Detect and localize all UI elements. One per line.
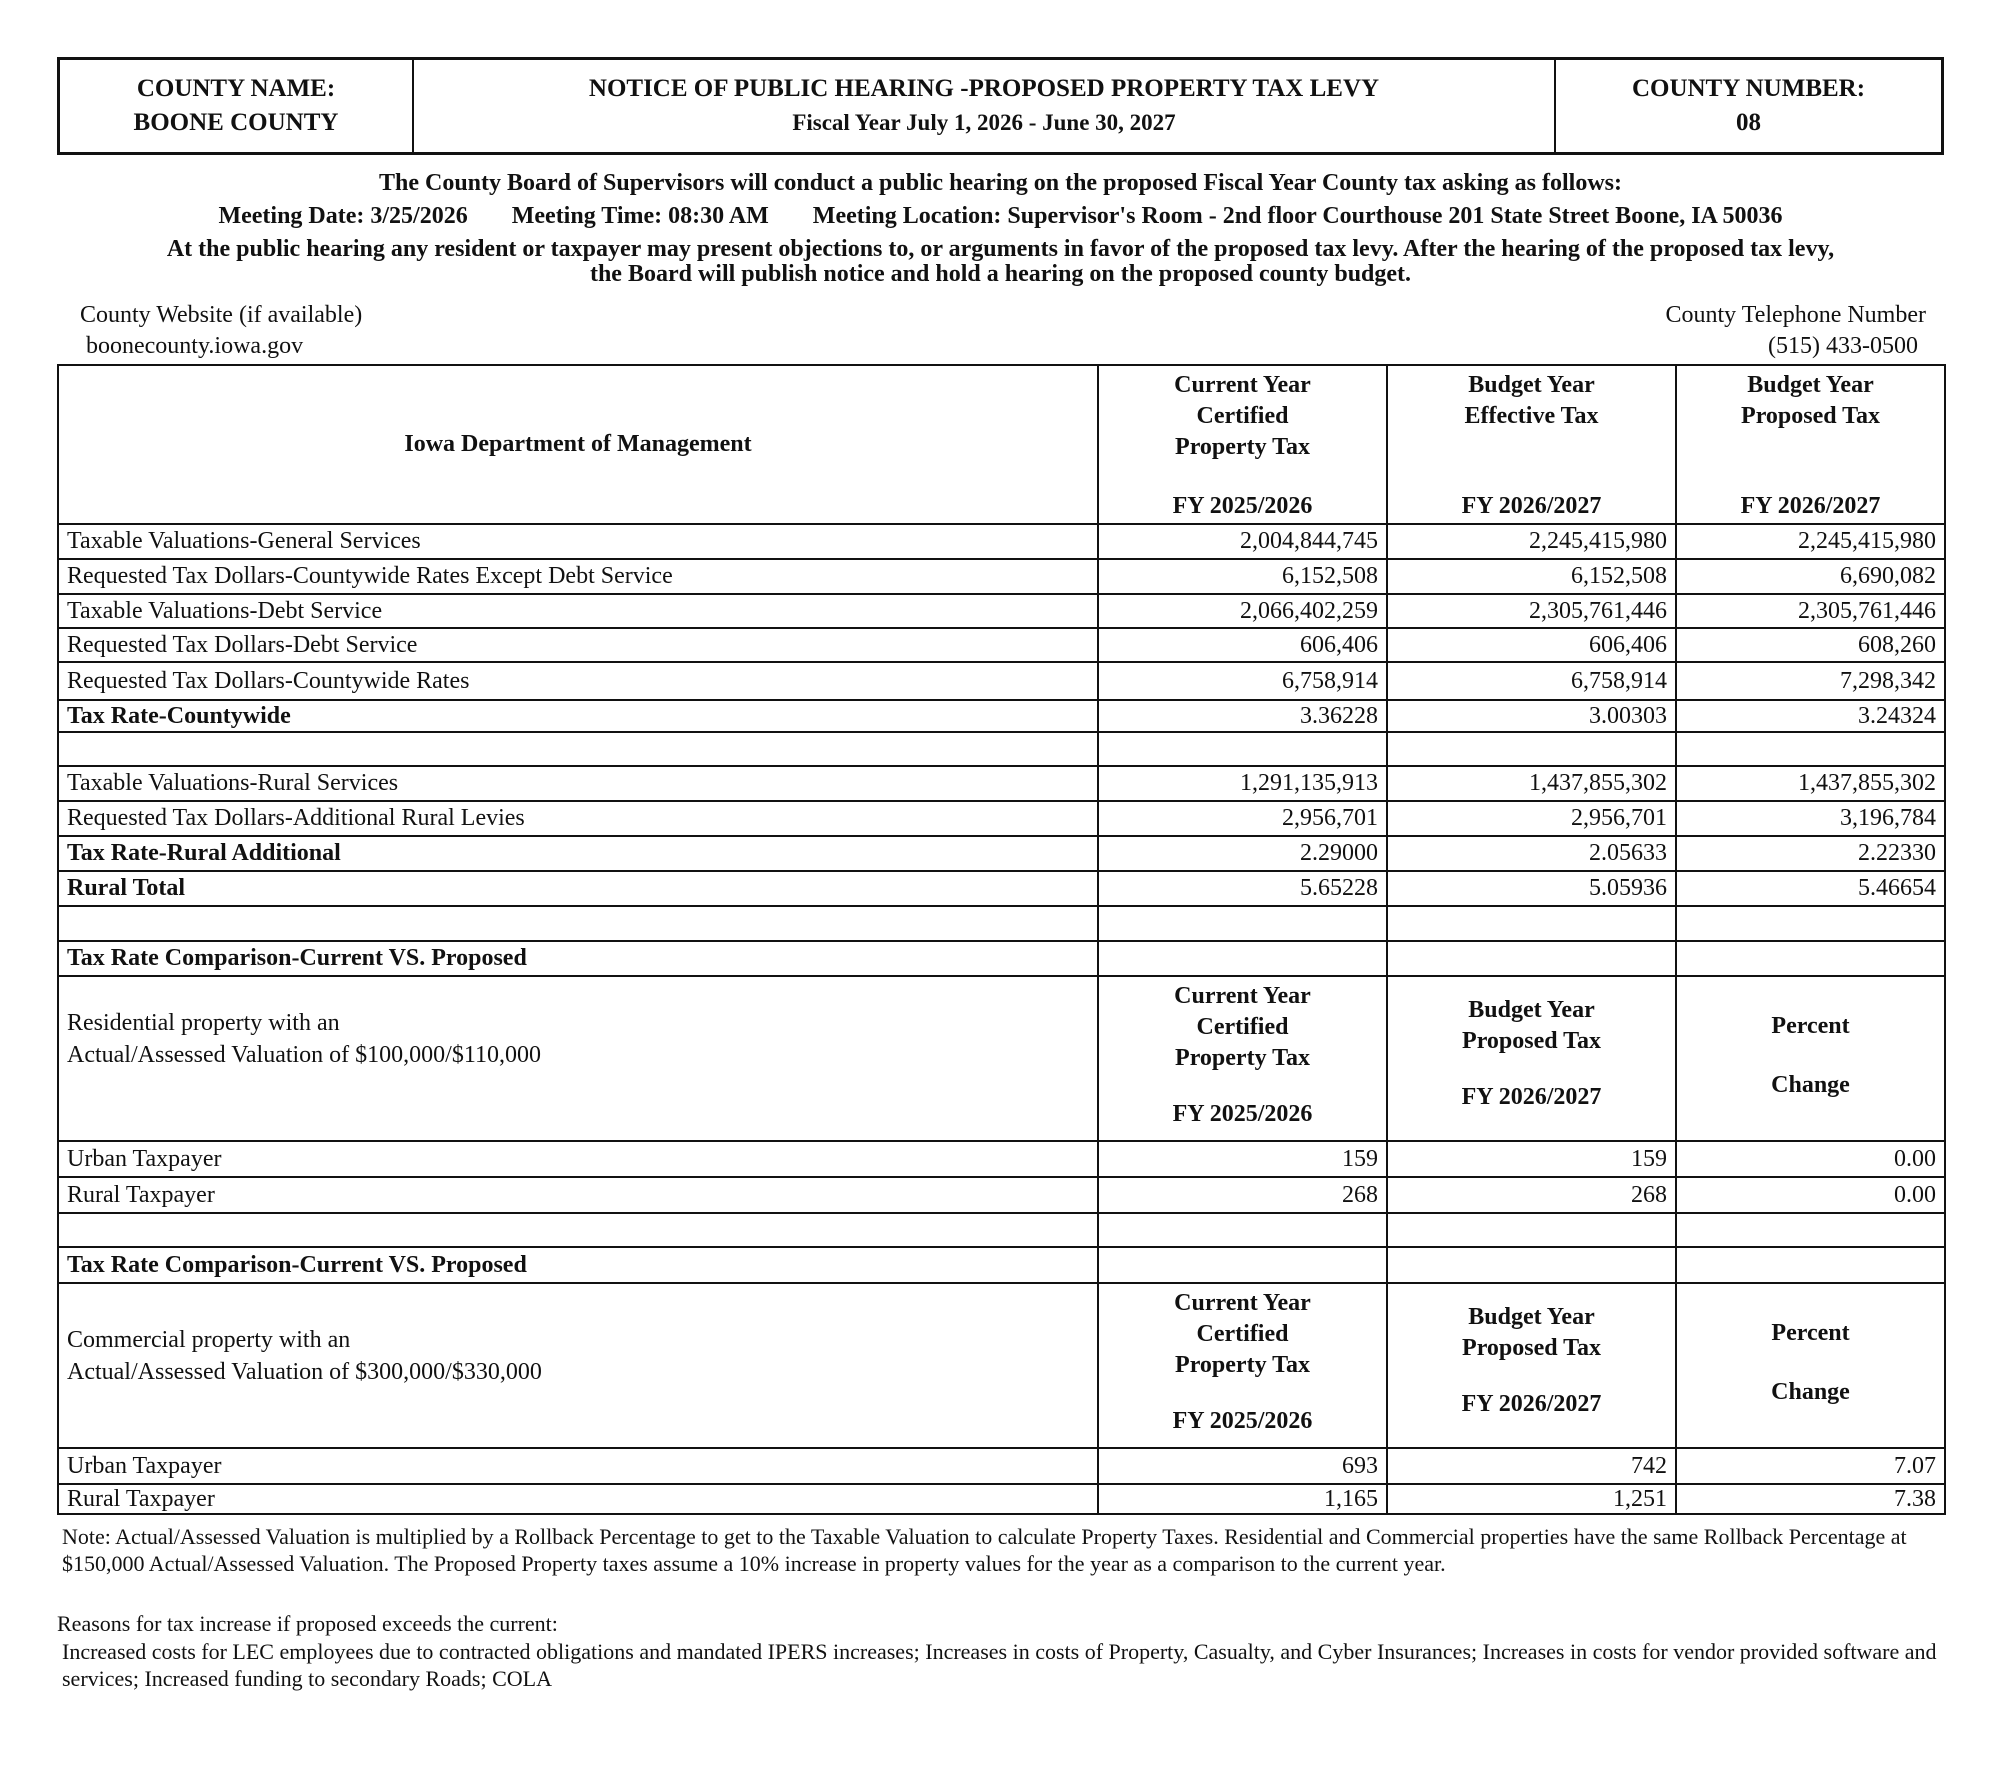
col-header-current — [1098, 1283, 1387, 1448]
col-header-effective — [1387, 365, 1676, 524]
col-header-line: Change — [1771, 1379, 1850, 1405]
table-row — [58, 559, 1945, 594]
table-row — [58, 628, 1945, 662]
col-header-line: Certified — [1196, 1014, 1289, 1040]
fiscal-year: Fiscal Year July 1, 2026 - June 30, 2027 — [792, 110, 1176, 135]
col-header-line: Change — [1771, 1072, 1850, 1098]
cell-effective: 2,305,761,446 — [1387, 594, 1676, 628]
cell-proposed: 1,437,855,302 — [1676, 766, 1945, 801]
cell-effective: 5.05936 — [1387, 871, 1676, 906]
cell-proposed: 608,260 — [1676, 628, 1945, 662]
row-label: Requested Tax Dollars-Countywide Rates — [58, 662, 1098, 700]
col-header-line: Certified — [1196, 1321, 1289, 1347]
county-name: BOONE COUNTY — [133, 109, 339, 136]
cell-proposed: 268 — [1387, 1177, 1676, 1213]
cell-current: 2.29000 — [1098, 836, 1387, 871]
county-number: 08 — [1736, 109, 1761, 136]
spacer-row — [58, 906, 1945, 941]
col-header-line: Property Tax — [1175, 1045, 1310, 1071]
reasons-label: Reasons for tax increase if proposed exceeds the current: — [57, 1611, 558, 1636]
empty-cell — [1676, 732, 1945, 766]
spacer-row — [58, 1213, 1945, 1247]
col-header-fy: FY 2026/2027 — [1461, 1084, 1602, 1110]
row-label: Requested Tax Dollars-Debt Service — [58, 628, 1098, 662]
reasons-text: Increased costs for LEC employees due to contracted obligations and mandated IPERS increases; Increases in costs of Property, Casualty, and Cyber Insurances; Increases in costs for vendor provided software and services; Increased funding to secondary Roads; COLA — [62, 1639, 1937, 1691]
desc-line: Actual/Assessed Valuation of $100,000/$110,000 — [67, 1041, 541, 1068]
col-header-current — [1098, 365, 1387, 524]
cell-effective: 1,437,855,302 — [1387, 766, 1676, 801]
col-header-line: Percent — [1771, 1013, 1850, 1039]
cell-effective: 2,956,701 — [1387, 801, 1676, 836]
section-title: Tax Rate Comparison-Current VS. Proposed — [58, 1247, 1098, 1283]
col-header-line: Proposed Tax — [1462, 1028, 1601, 1054]
website-link[interactable]: boonecounty.iowa.gov — [86, 333, 304, 359]
levy-header-row — [58, 365, 1945, 524]
table-row — [58, 1177, 1945, 1213]
table-row — [58, 1141, 1945, 1177]
cell-proposed: 3.24324 — [1676, 700, 1945, 732]
row-label: Tax Rate-Countywide — [58, 700, 1098, 732]
cell-proposed: 159 — [1387, 1141, 1676, 1177]
empty-cell — [1676, 906, 1945, 941]
row-label: Requested Tax Dollars-Additional Rural Levies — [58, 801, 1098, 836]
cell-proposed: 2,305,761,446 — [1676, 594, 1945, 628]
col-header-line: Current Year — [1174, 372, 1311, 398]
cell-current: 2,066,402,259 — [1098, 594, 1387, 628]
meeting-location: Meeting Location: Supervisor's Room - 2nd floor Courthouse 201 State Street Boone, IA 50036 — [812, 203, 1783, 229]
col-header-line: Budget Year — [1468, 997, 1595, 1023]
intro-line-1: The County Board of Supervisors will conduct a public hearing on the proposed Fiscal Year County tax asking as follows: — [378, 170, 1623, 196]
col-header-line: Property Tax — [1175, 434, 1310, 460]
table-row — [58, 1484, 1945, 1514]
intro-line-4: the Board will publish notice and hold a hearing on the proposed county budget. — [589, 261, 1412, 287]
row-label: Rural Taxpayer — [58, 1484, 1098, 1514]
table-row — [58, 836, 1945, 871]
table-row — [58, 766, 1945, 801]
row-label: Taxable Valuations-Debt Service — [58, 594, 1098, 628]
empty-cell — [1387, 1247, 1676, 1283]
residential-header-row — [58, 976, 1945, 1141]
col-header-fy: FY 2025/2026 — [1172, 1101, 1313, 1127]
col-header-current — [1098, 976, 1387, 1141]
meeting-time: Meeting Time: 08:30 AM — [511, 203, 769, 229]
notice-header — [57, 57, 1944, 155]
website-label: County Website (if available) — [80, 302, 363, 328]
desc-line: Commercial property with an — [67, 1326, 351, 1353]
empty-cell — [58, 732, 1098, 766]
col-header-percent-change — [1676, 1283, 1945, 1448]
empty-cell — [1676, 1247, 1945, 1283]
empty-cell — [1098, 906, 1387, 941]
cell-current: 1,165 — [1098, 1484, 1387, 1514]
cell-effective: 606,406 — [1387, 628, 1676, 662]
col-header-fy: FY 2026/2027 — [1461, 493, 1602, 519]
empty-cell — [58, 1213, 1098, 1247]
cell-proposed: 1,251 — [1387, 1484, 1676, 1514]
col-header-line: Current Year — [1174, 983, 1311, 1009]
cell-current: 6,758,914 — [1098, 662, 1387, 700]
col-header-line: Certified — [1196, 403, 1289, 429]
cell-proposed: 5.46654 — [1676, 871, 1945, 906]
table-row — [58, 1448, 1945, 1484]
desc-line: Actual/Assessed Valuation of $300,000/$330,000 — [67, 1358, 542, 1385]
cell-current: 2,004,844,745 — [1098, 524, 1387, 559]
row-label: Urban Taxpayer — [58, 1448, 1098, 1484]
meeting-date: Meeting Date: 3/25/2026 — [218, 203, 468, 229]
county-name-cell — [60, 60, 414, 152]
row-label: Tax Rate-Rural Additional — [58, 836, 1098, 871]
cell-current: 606,406 — [1098, 628, 1387, 662]
cell-current: 268 — [1098, 1177, 1387, 1213]
spacer-row — [58, 732, 1945, 766]
col-header-percent-change — [1676, 976, 1945, 1141]
cell-proposed: 2,245,415,980 — [1676, 524, 1945, 559]
phone-label: County Telephone Number — [1665, 302, 1926, 328]
residential-section-title-row — [58, 941, 1945, 976]
notice-title: NOTICE OF PUBLIC HEARING -PROPOSED PROPERTY TAX LEVY — [588, 75, 1380, 102]
cell-effective: 2,245,415,980 — [1387, 524, 1676, 559]
col-header-line: Effective Tax — [1464, 403, 1599, 429]
col-header-line: Percent — [1771, 1320, 1850, 1346]
col-header-proposed — [1676, 365, 1945, 524]
rollback-note: Note: Actual/Assessed Valuation is multiplied by a Rollback Percentage to get to the Taxable Valuation to calculate Property Taxes. Residential and Commercial properties have the same Rollback Percentage at $150,000 Actual/Assessed Valuation. The Proposed Property taxes assume a 10% increase in property values for the year as a comparison to the current year. — [62, 1524, 1907, 1576]
col-header-fy: FY 2025/2026 — [1172, 493, 1313, 519]
cell-proposed: 7,298,342 — [1676, 662, 1945, 700]
empty-cell — [1676, 1213, 1945, 1247]
row-label: Requested Tax Dollars-Countywide Rates Except Debt Service — [58, 559, 1098, 594]
cell-current: 159 — [1098, 1141, 1387, 1177]
cell-current: 6,152,508 — [1098, 559, 1387, 594]
notice-title-cell — [414, 60, 1556, 152]
empty-cell — [58, 906, 1098, 941]
cell-effective: 2.05633 — [1387, 836, 1676, 871]
cell-effective: 3.00303 — [1387, 700, 1676, 732]
cell-percent-change: 0.00 — [1676, 1141, 1945, 1177]
phone-number: (515) 433-0500 — [1768, 333, 1918, 359]
cell-current: 1,291,135,913 — [1098, 766, 1387, 801]
cell-percent-change: 7.38 — [1676, 1484, 1945, 1514]
col-header-line: Budget Year — [1747, 372, 1874, 398]
row-label: Taxable Valuations-Rural Services — [58, 766, 1098, 801]
col-header-line: Budget Year — [1468, 372, 1595, 398]
empty-cell — [1098, 941, 1387, 976]
cell-proposed: 2.22330 — [1676, 836, 1945, 871]
county-name-label: COUNTY NAME: — [136, 75, 336, 102]
residential-description — [58, 976, 1098, 1141]
section-title: Tax Rate Comparison-Current VS. Proposed — [58, 941, 1098, 976]
cell-percent-change: 7.07 — [1676, 1448, 1945, 1484]
cell-current: 5.65228 — [1098, 871, 1387, 906]
row-label: Rural Total — [58, 871, 1098, 906]
intro-line-3: At the public hearing any resident or taxpayer may present objections to, or arguments in favor of the proposed tax levy. After the hearing of the proposed tax levy, — [166, 236, 1835, 262]
col-header-fy: FY 2026/2027 — [1740, 493, 1881, 519]
empty-cell — [1387, 941, 1676, 976]
empty-cell — [1387, 732, 1676, 766]
col-header-line: Proposed Tax — [1462, 1335, 1601, 1361]
table-row — [58, 524, 1945, 559]
empty-cell — [1098, 1247, 1387, 1283]
commercial-section-title-row — [58, 1247, 1945, 1283]
col-header-fy: FY 2026/2027 — [1461, 1391, 1602, 1417]
cell-proposed: 6,690,082 — [1676, 559, 1945, 594]
col-header-fy: FY 2025/2026 — [1172, 1408, 1313, 1434]
col-header-proposed — [1387, 1283, 1676, 1448]
cell-current: 693 — [1098, 1448, 1387, 1484]
row-label: Taxable Valuations-General Services — [58, 524, 1098, 559]
col-header-proposed — [1387, 976, 1676, 1141]
cell-current: 3.36228 — [1098, 700, 1387, 732]
commercial-description — [58, 1283, 1098, 1448]
table-row — [58, 594, 1945, 628]
desc-line: Residential property with an — [67, 1009, 340, 1036]
cell-percent-change: 0.00 — [1676, 1177, 1945, 1213]
meeting-info — [57, 201, 1944, 231]
col-header-line: Proposed Tax — [1741, 403, 1880, 429]
county-number-label: COUNTY NUMBER: — [1631, 75, 1866, 102]
col-header-line: Budget Year — [1468, 1304, 1595, 1330]
empty-cell — [1098, 732, 1387, 766]
county-number-cell — [1556, 60, 1941, 152]
row-label: Rural Taxpayer — [58, 1177, 1098, 1213]
levy-table — [57, 364, 1946, 1515]
row-label: Urban Taxpayer — [58, 1141, 1098, 1177]
empty-cell — [1676, 941, 1945, 976]
empty-cell — [1387, 1213, 1676, 1247]
cell-current: 2,956,701 — [1098, 801, 1387, 836]
col-header-line: Property Tax — [1175, 1352, 1310, 1378]
empty-cell — [1387, 906, 1676, 941]
table-row — [58, 700, 1945, 732]
cell-proposed: 3,196,784 — [1676, 801, 1945, 836]
table-row — [58, 871, 1945, 906]
cell-effective: 6,152,508 — [1387, 559, 1676, 594]
table-row — [58, 801, 1945, 836]
cell-effective: 6,758,914 — [1387, 662, 1676, 700]
table-row — [58, 662, 1945, 700]
empty-cell — [1098, 1213, 1387, 1247]
dept-header: Iowa Department of Management — [58, 365, 1098, 524]
cell-proposed: 742 — [1387, 1448, 1676, 1484]
commercial-header-row — [58, 1283, 1945, 1448]
col-header-line: Current Year — [1174, 1290, 1311, 1316]
